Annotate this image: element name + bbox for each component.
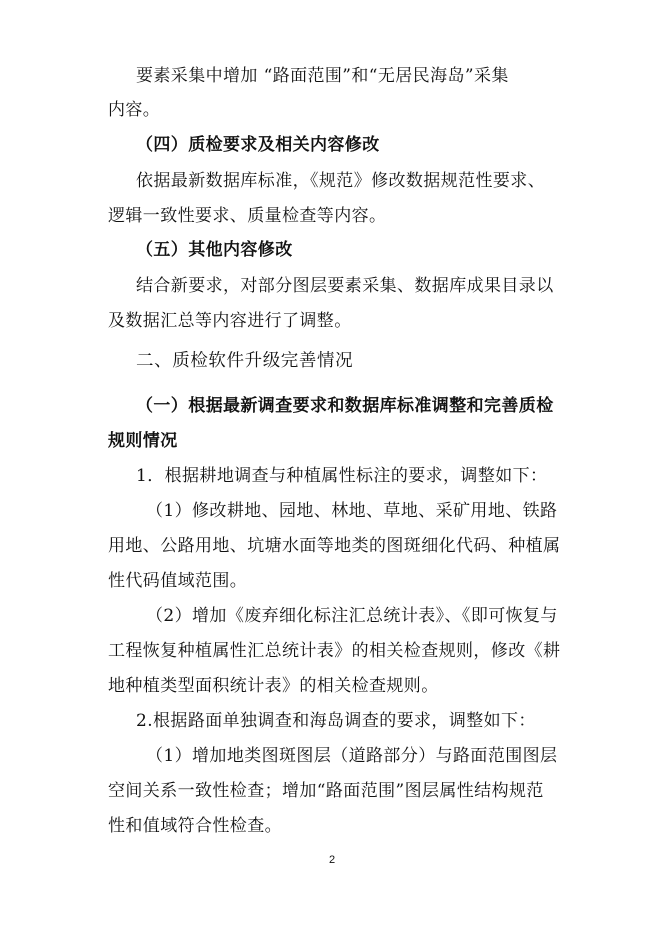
paragraph-line: 地种植类型面积统计表》的相关检查规则。	[108, 676, 439, 696]
paragraph-line: 性和值域符合性检查。	[108, 816, 282, 836]
paragraph-line: 依据最新数据库标准，《规范》修改数据规范性要求、	[136, 171, 546, 191]
paragraph-line: 空间关系一致性检查；增加“路面范围”图层属性结构规范	[108, 781, 544, 801]
subsection-heading-1: （一）根据最新调查要求和数据库标准调整和完善质检	[136, 396, 554, 416]
paragraph-line: 结合新要求，对部分图层要素采集、数据库成果目录以	[136, 276, 554, 296]
paragraph-line: （1）修改耕地、园地、林地、草地、采矿用地、铁路	[146, 501, 558, 521]
section-heading-4: （四）质检要求及相关内容修改	[136, 135, 380, 155]
paragraph-line: 及数据汇总等内容进行了调整。	[108, 311, 352, 331]
list-item-2: 2.根据路面单独调查和海岛调查的要求，调整如下：	[136, 711, 536, 731]
paragraph-line: 用地、公路用地、坑塘水面等地类的图斑细化代码、种植属	[108, 536, 561, 556]
page-number: 2	[328, 854, 336, 866]
paragraph-line: 逻辑一致性要求、质量检查等内容。	[108, 206, 387, 226]
paragraph-line: 要素采集中增加 “路面范围”和“无居民海岛”采集	[136, 66, 509, 86]
paragraph-line: 内容。	[108, 100, 161, 120]
subsection-heading-1-cont: 规则情况	[108, 431, 178, 451]
paragraph-line: 性代码值域范围。	[108, 571, 248, 591]
chapter-heading: 二、质检软件升级完善情况	[136, 351, 354, 371]
paragraph-line: 工程恢复种植属性汇总统计表》的相关检查规则，修改《耕	[108, 641, 561, 661]
section-heading-5: （五）其他内容修改	[136, 240, 293, 260]
list-item-1: 1．根据耕地调查与种植属性标注的要求，调整如下：	[136, 466, 548, 486]
paragraph-line: （2）增加《废弃细化标注汇总统计表》、《即可恢复与	[146, 606, 558, 626]
paragraph-line: （1）增加地类图斑图层（道路部分）与路面范围图层	[146, 746, 558, 766]
